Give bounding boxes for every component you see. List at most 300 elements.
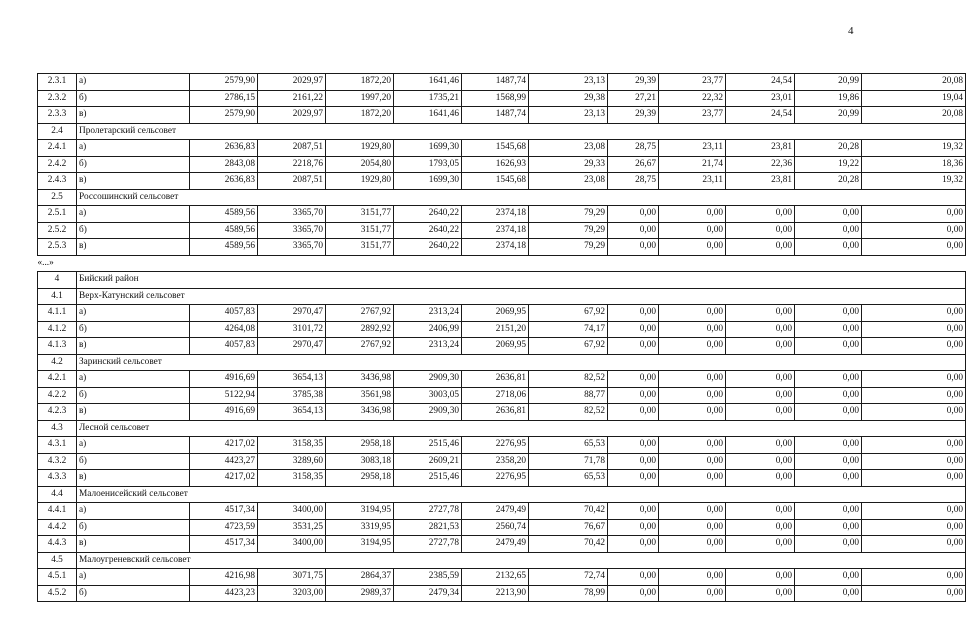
value-cell: 29,38 (529, 90, 608, 107)
row-code: 2.3.3 (38, 107, 77, 124)
row-code: 2.4.2 (38, 156, 77, 173)
value-cell: 2786,15 (190, 90, 258, 107)
value-cell: 23,13 (529, 107, 608, 124)
value-cell: 3194,95 (326, 536, 394, 553)
value-cell: 0,00 (795, 519, 862, 536)
value-cell: 0,00 (795, 206, 862, 223)
value-cell: 29,39 (608, 107, 659, 124)
table-body (38, 74, 966, 602)
value-cell: 28,75 (608, 140, 659, 157)
section-title: Лесной сельсовет (77, 420, 966, 437)
value-cell: 2151,20 (462, 321, 529, 338)
value-cell: 1626,93 (462, 156, 529, 173)
table-row (38, 239, 966, 256)
value-cell: 4217,02 (190, 470, 258, 487)
section-row (38, 486, 966, 503)
table-row (38, 404, 966, 421)
value-cell: 2218,76 (258, 156, 326, 173)
value-cell: 0,00 (726, 206, 795, 223)
row-code: 2.5.2 (38, 222, 77, 239)
table-row (38, 437, 966, 454)
table-row (38, 206, 966, 223)
value-cell: 4723,59 (190, 519, 258, 536)
value-cell: 3365,70 (258, 206, 326, 223)
value-cell: 0,00 (726, 470, 795, 487)
value-cell: 1929,80 (326, 140, 394, 157)
value-cell: 23,77 (659, 107, 726, 124)
table-row (38, 321, 966, 338)
value-cell: 2958,18 (326, 437, 394, 454)
row-variant: б) (77, 519, 190, 536)
value-cell: 0,00 (608, 437, 659, 454)
row-code: 4.1.3 (38, 338, 77, 355)
value-cell: 2374,18 (462, 206, 529, 223)
section-title: Пролетарский сельсовет (77, 123, 966, 140)
value-cell: 2579,90 (190, 107, 258, 124)
value-cell: 0,00 (608, 404, 659, 421)
value-cell: 0,00 (862, 222, 966, 239)
value-cell: 3654,13 (258, 404, 326, 421)
value-cell: 79,29 (529, 239, 608, 256)
table-row (38, 90, 966, 107)
value-cell: 0,00 (862, 470, 966, 487)
value-cell: 2276,95 (462, 470, 529, 487)
section-code: 4.2 (38, 354, 77, 371)
value-cell: 79,29 (529, 206, 608, 223)
value-cell: 1545,68 (462, 173, 529, 190)
value-cell: 2636,83 (190, 140, 258, 157)
value-cell: 0,00 (726, 305, 795, 322)
value-cell: 0,00 (659, 387, 726, 404)
value-cell: 2579,90 (190, 74, 258, 91)
value-cell: 2892,92 (326, 321, 394, 338)
value-cell: 2727,78 (394, 503, 462, 520)
value-cell: 18,36 (862, 156, 966, 173)
value-cell: 0,00 (795, 404, 862, 421)
row-code: 2.5.3 (38, 239, 77, 256)
value-cell: 3071,75 (258, 569, 326, 586)
value-cell: 0,00 (795, 536, 862, 553)
row-variant: в) (77, 470, 190, 487)
value-cell: 2087,51 (258, 140, 326, 157)
value-cell: 20,08 (862, 74, 966, 91)
value-cell: 4057,83 (190, 338, 258, 355)
value-cell: 2636,81 (462, 371, 529, 388)
value-cell: 23,08 (529, 173, 608, 190)
value-cell: 0,00 (608, 305, 659, 322)
row-code: 4.4.2 (38, 519, 77, 536)
value-cell: 4057,83 (190, 305, 258, 322)
row-code: 4.2.1 (38, 371, 77, 388)
value-cell: 1487,74 (462, 74, 529, 91)
table-row (38, 387, 966, 404)
value-cell: 0,00 (795, 338, 862, 355)
table-row (38, 503, 966, 520)
value-cell: 2636,83 (190, 173, 258, 190)
value-cell: 23,08 (529, 140, 608, 157)
value-cell: 2029,97 (258, 107, 326, 124)
value-cell: 1641,46 (394, 107, 462, 124)
value-cell: 0,00 (659, 503, 726, 520)
value-cell: 0,00 (608, 453, 659, 470)
value-cell: 5122,94 (190, 387, 258, 404)
value-cell: 4216,98 (190, 569, 258, 586)
table-row (38, 338, 966, 355)
value-cell: 65,53 (529, 470, 608, 487)
value-cell: 1487,74 (462, 107, 529, 124)
value-cell: 2358,20 (462, 453, 529, 470)
value-cell: 0,00 (862, 519, 966, 536)
value-cell: 1929,80 (326, 173, 394, 190)
row-code: 4.1.1 (38, 305, 77, 322)
value-cell: 3400,00 (258, 536, 326, 553)
value-cell: 2909,30 (394, 371, 462, 388)
value-cell: 23,13 (529, 74, 608, 91)
value-cell: 21,74 (659, 156, 726, 173)
value-cell: 23,81 (726, 173, 795, 190)
value-cell: 2718,06 (462, 387, 529, 404)
value-cell: 0,00 (862, 206, 966, 223)
value-cell: 4423,27 (190, 453, 258, 470)
value-cell: 0,00 (608, 338, 659, 355)
value-cell: 0,00 (659, 569, 726, 586)
value-cell: 0,00 (795, 305, 862, 322)
row-variant: а) (77, 140, 190, 157)
value-cell: 3083,18 (326, 453, 394, 470)
value-cell: 4517,34 (190, 503, 258, 520)
value-cell: 0,00 (608, 321, 659, 338)
section-title: Малоугреневский сельсовет (77, 552, 966, 569)
value-cell: 1699,30 (394, 140, 462, 157)
value-cell: 2161,22 (258, 90, 326, 107)
row-code: 4.3.2 (38, 453, 77, 470)
value-cell: 0,00 (659, 585, 726, 602)
value-cell: 2843,08 (190, 156, 258, 173)
value-cell: 0,00 (659, 470, 726, 487)
section-title: Россошинский сельсовет (77, 189, 966, 206)
value-cell: 0,00 (608, 239, 659, 256)
row-variant: б) (77, 453, 190, 470)
tariff-table (37, 73, 966, 602)
row-variant: б) (77, 387, 190, 404)
table-row (38, 74, 966, 91)
value-cell: 0,00 (862, 585, 966, 602)
value-cell: 2767,92 (326, 338, 394, 355)
value-cell: 27,21 (608, 90, 659, 107)
value-cell: 76,67 (529, 519, 608, 536)
value-cell: 2374,18 (462, 239, 529, 256)
value-cell: 0,00 (726, 569, 795, 586)
table-row (38, 569, 966, 586)
value-cell: 0,00 (795, 239, 862, 256)
value-cell: 3365,70 (258, 239, 326, 256)
table-row (38, 470, 966, 487)
section-title: Бийский район (77, 272, 966, 289)
row-code: 4.1.2 (38, 321, 77, 338)
ellipsis-row (38, 255, 966, 272)
value-cell: 2640,22 (394, 239, 462, 256)
row-code: 2.3.2 (38, 90, 77, 107)
value-cell: 0,00 (608, 519, 659, 536)
value-cell: 0,00 (795, 585, 862, 602)
section-title: Малоенисейский сельсовет (77, 486, 966, 503)
row-code: 4.5.2 (38, 585, 77, 602)
value-cell: 70,42 (529, 536, 608, 553)
value-cell: 22,32 (659, 90, 726, 107)
row-code: 2.4.3 (38, 173, 77, 190)
row-variant: в) (77, 107, 190, 124)
value-cell: 3319,95 (326, 519, 394, 536)
section-title: Верх-Катунский сельсовет (77, 288, 966, 305)
value-cell: 20,28 (795, 140, 862, 157)
value-cell: 1872,20 (326, 74, 394, 91)
table-row (38, 222, 966, 239)
value-cell: 0,00 (659, 519, 726, 536)
value-cell: 0,00 (862, 404, 966, 421)
table-row (38, 536, 966, 553)
value-cell: 2609,21 (394, 453, 462, 470)
row-variant: а) (77, 503, 190, 520)
value-cell: 23,11 (659, 173, 726, 190)
value-cell: 4589,56 (190, 239, 258, 256)
value-cell: 2374,18 (462, 222, 529, 239)
value-cell: 2069,95 (462, 305, 529, 322)
value-cell: 1997,20 (326, 90, 394, 107)
value-cell: 2069,95 (462, 338, 529, 355)
row-code: 4.2.2 (38, 387, 77, 404)
value-cell: 2636,81 (462, 404, 529, 421)
value-cell: 2132,65 (462, 569, 529, 586)
value-cell: 3158,35 (258, 470, 326, 487)
value-cell: 0,00 (795, 222, 862, 239)
value-cell: 2479,49 (462, 503, 529, 520)
value-cell: 3400,00 (258, 503, 326, 520)
value-cell: 2406,99 (394, 321, 462, 338)
value-cell: 26,67 (608, 156, 659, 173)
value-cell: 4217,02 (190, 437, 258, 454)
section-code: 4.5 (38, 552, 77, 569)
value-cell: 2213,90 (462, 585, 529, 602)
value-cell: 3158,35 (258, 437, 326, 454)
row-code: 2.4.1 (38, 140, 77, 157)
value-cell: 19,22 (795, 156, 862, 173)
value-cell: 0,00 (726, 387, 795, 404)
row-variant: в) (77, 239, 190, 256)
value-cell: 0,00 (862, 536, 966, 553)
value-cell: 23,77 (659, 74, 726, 91)
value-cell: 0,00 (726, 453, 795, 470)
row-variant: б) (77, 156, 190, 173)
value-cell: 78,99 (529, 585, 608, 602)
row-variant: а) (77, 74, 190, 91)
value-cell: 4916,69 (190, 371, 258, 388)
value-cell: 0,00 (608, 585, 659, 602)
value-cell: 4916,69 (190, 404, 258, 421)
value-cell: 82,52 (529, 371, 608, 388)
value-cell: 24,54 (726, 74, 795, 91)
value-cell: 0,00 (659, 453, 726, 470)
value-cell: 4264,08 (190, 321, 258, 338)
row-variant: б) (77, 90, 190, 107)
value-cell: 79,29 (529, 222, 608, 239)
value-cell: 0,00 (862, 305, 966, 322)
value-cell: 1568,99 (462, 90, 529, 107)
row-variant: в) (77, 173, 190, 190)
value-cell: 0,00 (659, 305, 726, 322)
value-cell: 74,17 (529, 321, 608, 338)
value-cell: 0,00 (726, 585, 795, 602)
row-variant: а) (77, 371, 190, 388)
row-code: 2.5.1 (38, 206, 77, 223)
value-cell: 3151,77 (326, 239, 394, 256)
value-cell: 2515,46 (394, 437, 462, 454)
section-code: 4.3 (38, 420, 77, 437)
value-cell: 2767,92 (326, 305, 394, 322)
value-cell: 2479,34 (394, 585, 462, 602)
value-cell: 0,00 (608, 569, 659, 586)
value-cell: 0,00 (795, 453, 862, 470)
page-number: 4 (848, 25, 854, 37)
value-cell: 0,00 (726, 239, 795, 256)
value-cell: 0,00 (862, 453, 966, 470)
value-cell: 0,00 (726, 503, 795, 520)
value-cell: 3194,95 (326, 503, 394, 520)
value-cell: 3365,70 (258, 222, 326, 239)
table-row (38, 173, 966, 190)
section-row (38, 189, 966, 206)
value-cell: 20,28 (795, 173, 862, 190)
value-cell: 0,00 (726, 519, 795, 536)
value-cell: 0,00 (726, 371, 795, 388)
table-row (38, 371, 966, 388)
value-cell: 19,32 (862, 173, 966, 190)
value-cell: 2313,24 (394, 305, 462, 322)
value-cell: 3151,77 (326, 222, 394, 239)
value-cell: 0,00 (795, 503, 862, 520)
value-cell: 2640,22 (394, 206, 462, 223)
value-cell: 0,00 (608, 387, 659, 404)
value-cell: 2515,46 (394, 470, 462, 487)
row-variant: а) (77, 569, 190, 586)
row-code: 4.4.1 (38, 503, 77, 520)
table-row (38, 585, 966, 602)
value-cell: 23,81 (726, 140, 795, 157)
row-code: 4.3.3 (38, 470, 77, 487)
value-cell: 0,00 (862, 239, 966, 256)
value-cell: 2970,47 (258, 338, 326, 355)
row-variant: в) (77, 536, 190, 553)
value-cell: 0,00 (608, 222, 659, 239)
value-cell: 19,86 (795, 90, 862, 107)
value-cell: 20,08 (862, 107, 966, 124)
value-cell: 0,00 (795, 387, 862, 404)
row-variant: в) (77, 338, 190, 355)
row-variant: б) (77, 321, 190, 338)
value-cell: 71,78 (529, 453, 608, 470)
value-cell: 0,00 (659, 222, 726, 239)
value-cell: 2821,53 (394, 519, 462, 536)
value-cell: 24,54 (726, 107, 795, 124)
row-code: 2.3.1 (38, 74, 77, 91)
value-cell: 2313,24 (394, 338, 462, 355)
value-cell: 3785,38 (258, 387, 326, 404)
value-cell: 3654,13 (258, 371, 326, 388)
value-cell: 3151,77 (326, 206, 394, 223)
value-cell: 2989,37 (326, 585, 394, 602)
value-cell: 19,32 (862, 140, 966, 157)
value-cell: 2479,49 (462, 536, 529, 553)
value-cell: 1735,21 (394, 90, 462, 107)
value-cell: 0,00 (862, 371, 966, 388)
value-cell: 0,00 (608, 503, 659, 520)
value-cell: 67,92 (529, 338, 608, 355)
value-cell: 3561,98 (326, 387, 394, 404)
section-code: 2.5 (38, 189, 77, 206)
value-cell: 0,00 (659, 239, 726, 256)
value-cell: 2054,80 (326, 156, 394, 173)
row-variant: в) (77, 404, 190, 421)
value-cell: 0,00 (659, 321, 726, 338)
value-cell: 19,04 (862, 90, 966, 107)
value-cell: 20,99 (795, 107, 862, 124)
row-code: 4.4.3 (38, 536, 77, 553)
value-cell: 0,00 (795, 321, 862, 338)
value-cell: 0,00 (726, 222, 795, 239)
value-cell: 67,92 (529, 305, 608, 322)
table-row (38, 305, 966, 322)
section-row (38, 420, 966, 437)
value-cell: 2087,51 (258, 173, 326, 190)
row-variant: а) (77, 305, 190, 322)
row-variant: б) (77, 585, 190, 602)
value-cell: 29,39 (608, 74, 659, 91)
row-variant: а) (77, 206, 190, 223)
table-row (38, 140, 966, 157)
value-cell: 3203,00 (258, 585, 326, 602)
value-cell: 88,77 (529, 387, 608, 404)
value-cell: 72,74 (529, 569, 608, 586)
section-title: Заринский сельсовет (77, 354, 966, 371)
value-cell: 0,00 (659, 437, 726, 454)
value-cell: 82,52 (529, 404, 608, 421)
value-cell: 28,75 (608, 173, 659, 190)
section-row (38, 272, 966, 289)
value-cell: 1641,46 (394, 74, 462, 91)
value-cell: 2909,30 (394, 404, 462, 421)
value-cell: 0,00 (659, 371, 726, 388)
value-cell: 4517,34 (190, 536, 258, 553)
value-cell: 65,53 (529, 437, 608, 454)
section-row (38, 552, 966, 569)
value-cell: 2029,97 (258, 74, 326, 91)
row-code: 4.3.1 (38, 437, 77, 454)
value-cell: 3003,05 (394, 387, 462, 404)
row-code: 4.2.3 (38, 404, 77, 421)
section-code: 4.1 (38, 288, 77, 305)
value-cell: 4589,56 (190, 222, 258, 239)
value-cell: 2385,59 (394, 569, 462, 586)
value-cell: 0,00 (795, 470, 862, 487)
table-row (38, 519, 966, 536)
value-cell: 1699,30 (394, 173, 462, 190)
row-variant: б) (77, 222, 190, 239)
section-row (38, 354, 966, 371)
value-cell: 0,00 (862, 569, 966, 586)
value-cell: 0,00 (795, 437, 862, 454)
value-cell: 0,00 (608, 371, 659, 388)
value-cell: 0,00 (726, 536, 795, 553)
value-cell: 22,36 (726, 156, 795, 173)
